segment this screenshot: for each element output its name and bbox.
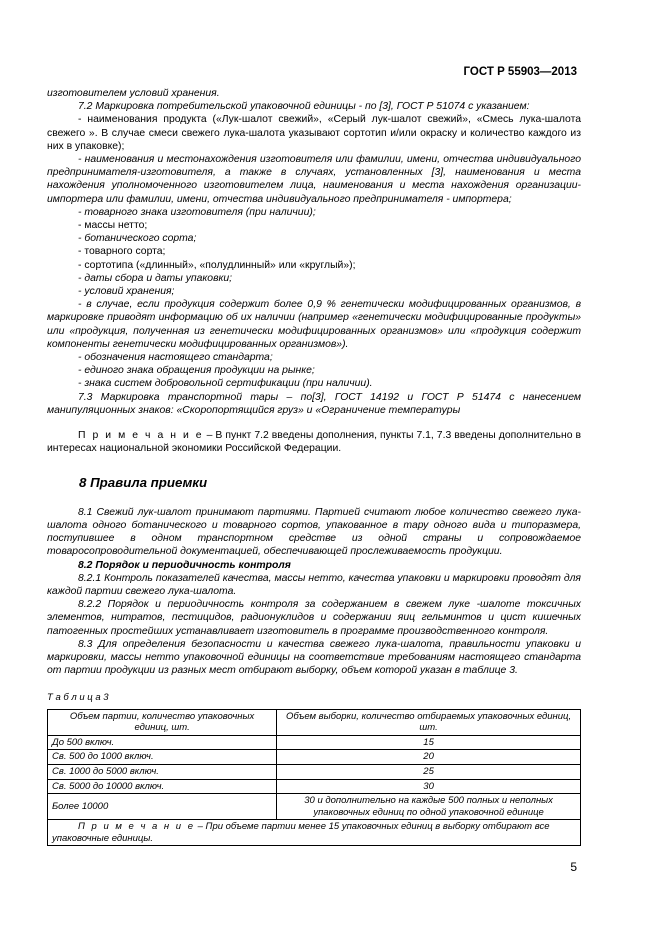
sampling-table [47, 709, 581, 847]
lot-cell: Более 10000 [48, 794, 277, 820]
table-row [48, 750, 581, 765]
paragraph: изготовителем условий хранения. [47, 88, 220, 99]
clause-8-3: 8.3 Для определения безопасности и качества свежего лука-шалота, правильности упаковки и маркировки, массы нетто упаковочной единицы на соответствие требованиям настоящего стандарта от партии продукции из разных мест отбирают выборку, объем которой указан в таблице 3. [47, 638, 581, 677]
lot-cell: Св. 5000 до 10000 включ. [48, 779, 277, 794]
list-item: - наименования продукта («Лук-шалот свежий», «Серый лук-шалот свежий», «Смесь лука-шалота свежего ». В случае смеси свежего лука-шалота указывают сортотип и/или окраску и количество каждого из них в упаковке); [47, 114, 581, 152]
note-text: – В пункт 7.2 введены дополнения, пункты 7.1, 7.3 введены дополнительно в интересах национальной экономики Российской Федерации. [47, 430, 581, 455]
table-row [48, 794, 581, 820]
table-note-row [48, 820, 581, 846]
table-note-label: П р и м е ч а н и е [78, 821, 195, 833]
sample-cell: 25 [277, 764, 581, 779]
list-item: - знака систем добровольной сертификации (при наличии). [78, 378, 373, 390]
sample-cell: 15 [277, 735, 581, 750]
table-row [48, 735, 581, 750]
list-item: - товарного сорта; [78, 246, 166, 258]
table-note [48, 820, 581, 846]
section-title: 8 Правила приемки [79, 475, 208, 491]
clause-8-2-2: 8.2.2 Порядок и периодичность контроля за содержанием в свежем луке -шалоте токсичных элементов, нитратов, пестицидов, радионуклидов и содержании яиц гельминтов и цист кишечных патогенных простейших устанавливает изготовитель в программе производственного контроля. [47, 599, 581, 637]
table-header-row [48, 709, 581, 735]
list-item: - сортотипа («длинный», «полудлинный» или «круглый»); [78, 259, 356, 271]
page-content [47, 87, 581, 846]
lot-cell: До 500 включ. [48, 735, 277, 750]
column-header-lot: Объем партии, количество упаковочных единиц, шт. [48, 709, 277, 735]
document-header: ГОСТ Р 55903—2013 [463, 66, 577, 78]
list-item: - условий хранения; [78, 286, 175, 298]
note-label: П р и м е ч а н и е [78, 430, 204, 442]
clause-8-2-heading: 8.2 Порядок и периодичность контроля [78, 559, 291, 571]
table-row [48, 779, 581, 794]
list-item: - обозначения настоящего стандарта; [78, 352, 273, 364]
clause-7-3: 7.3 Маркировка транспортной тары – по[3], ГОСТ 14192 и ГОСТ Р 51474 с нанесением манипуляционных знаков: «Скоропортящийся груз» и «Ограничение температуры [47, 391, 581, 416]
table-row [48, 764, 581, 779]
column-header-sample: Объем выборки, количество отбираемых упаковочных единиц, шт. [277, 709, 581, 735]
list-item: - наименования и местонахождения изготовителя или фамилии, имени, отчества индивидуального предпринимателя-изготовителя, а также в случаях, установленных [3], наименования и места нахождения уполномоченного изготовителем лица, наименования и места нахождения организации-импортера или фамилии, имени, отчества индивидуального предпринимателя - импортера; [47, 154, 581, 205]
sample-cell: 30 и дополнительно на каждые 500 полных и неполных упаковочных единиц по одной упаковочной единице [277, 794, 581, 820]
table-note-text: – При объеме партии менее 15 упаковочных единиц в выборку отбирают все упаковочные единицы. [52, 821, 550, 844]
sample-cell: 20 [277, 750, 581, 765]
clause-8-2-1: 8.2.1 Контроль показателей качества, массы нетто, качества упаковки и маркировки проводят для каждой партии свежего лука-шалота. [47, 572, 581, 597]
list-item: - массы нетто; [78, 220, 148, 232]
sample-cell: 30 [277, 779, 581, 794]
table-caption: Т а б л и ц а 3 [47, 692, 109, 704]
list-item: - даты сбора и даты упаковки; [78, 272, 233, 284]
list-item: - ботанического сорта; [78, 233, 197, 245]
clause-8-1: 8.1 Свежий лук-шалот принимают партиями. Партией считают любое количество свежего лука-шалота одного ботанического и товарного сортов, упакованное в тару одного вида и типоразмера, поступившее в одном транспортном средстве из одной страны и сопровождаемое товаросопроводительной документацией, обеспечивающей прослеживаемость продукции. [47, 506, 581, 558]
list-item: - единого знака обращения продукции на рынке; [78, 365, 315, 377]
note [47, 429, 581, 455]
page-number: 5 [570, 860, 577, 874]
list-item: - в случае, если продукция содержит более 0,9 % генетически модифицированных организмов, в маркировке приводят информацию об их наличии (например «генетически модифицированные продукты» или «продукция, полученная из генетически модифицированных организмов» или «продукция содержит компоненты генетически модифицированных организмов»). [47, 299, 581, 350]
clause-7-2: 7.2 Маркировка потребительской упаковочной единицы - по [3], ГОСТ Р 51074 с указанием: [78, 101, 530, 113]
lot-cell: Св. 500 до 1000 включ. [48, 750, 277, 765]
list-item: - товарного знака изготовителя (при наличии); [78, 206, 316, 218]
lot-cell: Св. 1000 до 5000 включ. [48, 764, 277, 779]
